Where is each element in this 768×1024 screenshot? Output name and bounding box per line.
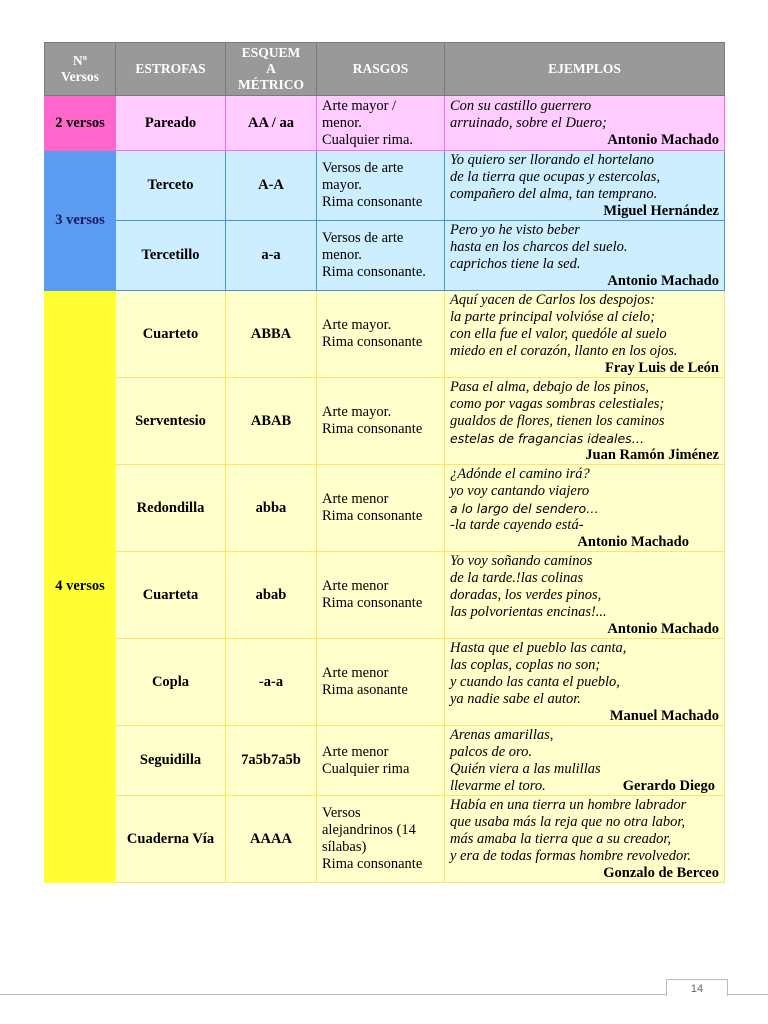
header-ejemplos: EJEMPLOS [445,43,725,96]
ejemplo-cell: Pero yo he visto beber hasta en los charcos del suelo. caprichos tiene la sed. Antonio Machado [445,221,725,291]
header-esquema: ESQUEM A MÉTRICO [226,43,317,96]
metrica-table [44,42,725,883]
esquema-metrico: a-a [226,221,317,291]
ejemplo-author: Gonzalo de Berceo [603,864,719,881]
estrofa-name: Seguidilla [116,726,226,796]
ejemplo-author: Manuel Machado [609,707,719,724]
esquema-metrico: AA / aa [226,96,317,151]
ejemplo-author: Antonio Machado [607,272,719,289]
ejemplo-cell: Arenas amarillas, palcos de oro. Quién viera a las mulillas llevarme el toro. Gerardo Diego [445,726,725,796]
ejemplo-cell: Había en una tierra un hombre labrador que usaba más la reja que no otra labor, más amaba la tierra que a su creador, y era de todas formas hombre revolvedor. Gonzalo de Berceo [445,796,725,883]
table-row [45,96,725,151]
esquema-metrico: -a-a [226,639,317,726]
estrofa-name: Cuarteta [116,552,226,639]
table-row [45,726,725,796]
ejemplo-author: Fray Luis de León [605,359,719,376]
rasgos-cell: Arte menor Rima asonante [317,639,445,726]
table-row [45,291,725,378]
ejemplo-cell: Yo quiero ser llorando el hortelano de la tierra que ocupas y estercolas, compañero del alma, tan temprano. Miguel Hernández [445,151,725,221]
esquema-metrico: abab [226,552,317,639]
estrofa-name: Redondilla [116,465,226,552]
ejemplo-cell: Hasta que el pueblo las canta, las coplas, coplas no son; y cuando las canta el pueblo, ya nadie sabe el autor. Manuel Machado [445,639,725,726]
ejemplo-cell: Con su castillo guerrero arruinado, sobre el Duero; Antonio Machado [445,96,725,151]
rasgos-cell: Versos de arte menor. Rima consonante. [317,221,445,291]
ejemplo-author: Antonio Machado [577,533,689,550]
estrofa-name: Cuaderna Vía [116,796,226,883]
ejemplo-cell: Aquí yacen de Carlos los despojos: la parte principal volvióse al cielo; con ella fue el valor, quedóle al suelo miedo en el corazón, llanto en los ojos. Fray Luis de León [445,291,725,378]
group-label: 2 versos [45,96,116,151]
ejemplo-author: Antonio Machado [607,131,719,148]
table-row [45,552,725,639]
ejemplo-author: Antonio Machado [607,620,719,637]
page-number: 14 [666,979,728,996]
table-row [45,465,725,552]
esquema-metrico: ABAB [226,378,317,465]
rasgos-cell: Arte menor Cualquier rima [317,726,445,796]
rasgos-cell: Arte menor Rima consonante [317,552,445,639]
rasgos-cell: Versos de arte mayor. Rima consonante [317,151,445,221]
header-rasgos: RASGOS [317,43,445,96]
esquema-metrico: AAAA [226,796,317,883]
estrofa-name: Serventesio [116,378,226,465]
header-versos: Nº Versos [45,43,116,96]
ejemplo-author: Miguel Hernández [603,202,719,219]
estrofa-name: Copla [116,639,226,726]
esquema-metrico: abba [226,465,317,552]
header-row [45,43,725,96]
table-row [45,639,725,726]
ejemplo-cell: Yo voy soñando caminos de la tarde.!las colinas doradas, los verdes pinos, las polvorientas encinas!... Antonio Machado [445,552,725,639]
table-row [45,378,725,465]
estrofa-name: Pareado [116,96,226,151]
table-row [45,796,725,883]
estrofa-name: Cuarteto [116,291,226,378]
rasgos-cell: Arte mayor. Rima consonante [317,291,445,378]
ejemplo-cell: Pasa el alma, debajo de los pinos, como por vagas sombras celestiales; gualdos de flores, tienen los caminos estelas de fragancias ideales… Juan Ramón Jiménez [445,378,725,465]
esquema-metrico: ABBA [226,291,317,378]
rasgos-cell: Arte mayor / menor. Cualquier rima. [317,96,445,151]
table-row [45,151,725,221]
rasgos-cell: Versos alejandrinos (14 sílabas) Rima consonante [317,796,445,883]
estrofa-name: Tercetillo [116,221,226,291]
esquema-metrico: 7a5b7a5b [226,726,317,796]
header-estrofas: ESTROFAS [116,43,226,96]
ejemplo-author: Juan Ramón Jiménez [585,446,719,463]
ejemplo-cell: ¿Adónde el camino irá? yo voy cantando viajero a lo largo del sendero… -la tarde cayendo está- Antonio Machado [445,465,725,552]
ejemplo-author: Gerardo Diego [622,777,715,794]
group-label: 4 versos [45,291,116,883]
footer-divider [0,994,768,995]
table-row [45,221,725,291]
rasgos-cell: Arte mayor. Rima consonante [317,378,445,465]
group-label: 3 versos [45,151,116,291]
estrofa-name: Terceto [116,151,226,221]
rasgos-cell: Arte menor Rima consonante [317,465,445,552]
esquema-metrico: A-A [226,151,317,221]
